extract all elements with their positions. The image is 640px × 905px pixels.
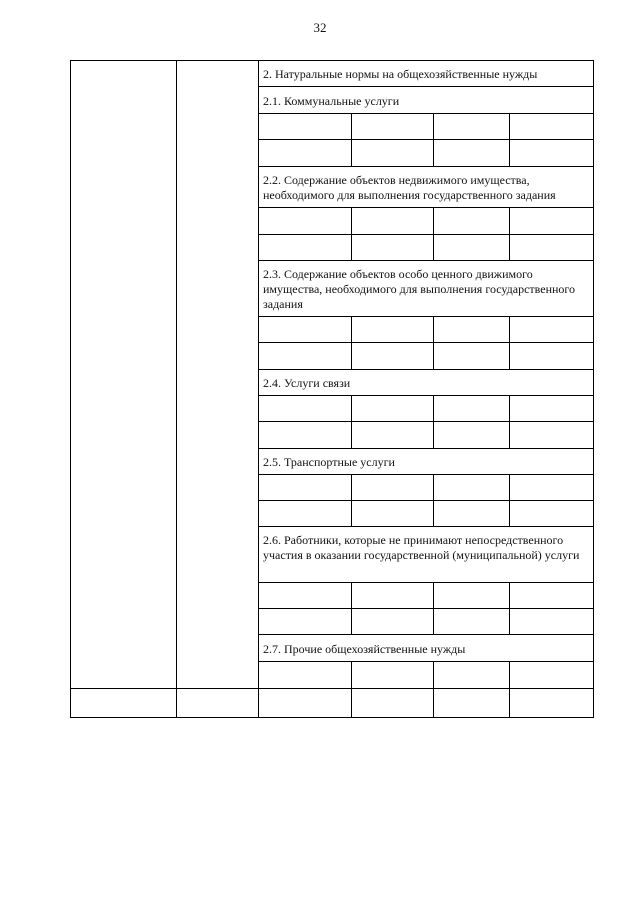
- row-divider: [258, 139, 594, 140]
- column-separator: [351, 474, 352, 526]
- row-divider: [258, 234, 594, 235]
- column-separator: [509, 474, 510, 526]
- row-divider: [258, 207, 594, 208]
- row-divider: [258, 448, 594, 449]
- column-separator: [509, 113, 510, 166]
- column-separator: [351, 395, 352, 448]
- column-separator: [509, 316, 510, 369]
- column-separator: [433, 661, 434, 718]
- row-divider: [70, 688, 594, 689]
- row-divider: [258, 260, 594, 261]
- row-divider: [258, 661, 594, 662]
- section-title: 2.6. Работники, которые не принимают непосредственного участия в оказании государственной (муниципальной) услуги: [263, 533, 580, 562]
- column-separator: [351, 582, 352, 634]
- column-separator: [509, 395, 510, 448]
- row-divider: [258, 369, 594, 370]
- row-divider: [258, 608, 594, 609]
- column-separator: [509, 207, 510, 260]
- column-separator: [351, 316, 352, 369]
- row-divider: [258, 86, 594, 87]
- section-title: 2.7. Прочие общехозяйственные нужды: [263, 642, 466, 656]
- row-divider: [258, 166, 594, 167]
- section-title: 2.2. Содержание объектов недвижимого имущества, необходимого для выполнения государственного задания: [263, 173, 556, 202]
- row-divider: [258, 113, 594, 114]
- row-divider: [258, 474, 594, 475]
- section-title: 2.1. Коммунальные услуги: [263, 94, 400, 108]
- column-separator: [258, 60, 259, 718]
- column-separator: [351, 661, 352, 718]
- column-separator: [433, 395, 434, 448]
- column-separator: [433, 113, 434, 166]
- column-separator: [433, 207, 434, 260]
- column-separator: [433, 474, 434, 526]
- row-divider: [258, 582, 594, 583]
- column-separator: [509, 661, 510, 718]
- row-divider: [258, 395, 594, 396]
- section-title: 2.4. Услуги связи: [263, 376, 351, 390]
- row-divider: [258, 342, 594, 343]
- row-divider: [258, 500, 594, 501]
- column-separator: [433, 582, 434, 634]
- section-title: 2. Натуральные нормы на общехозяйственные нужды: [263, 67, 538, 81]
- column-separator: [433, 316, 434, 369]
- column-separator: [176, 60, 177, 718]
- section-title: 2.3. Содержание объектов особо ценного движимого имущества, необходимого для выполнения государственного задания: [263, 267, 576, 311]
- row-divider: [258, 526, 594, 527]
- page-number: 32: [313, 20, 327, 35]
- column-separator: [509, 582, 510, 634]
- column-separator: [351, 207, 352, 260]
- row-divider: [258, 316, 594, 317]
- section-title: 2.5. Транспортные услуги: [263, 455, 395, 469]
- row-divider: [258, 634, 594, 635]
- row-divider: [258, 421, 594, 422]
- column-separator: [351, 113, 352, 166]
